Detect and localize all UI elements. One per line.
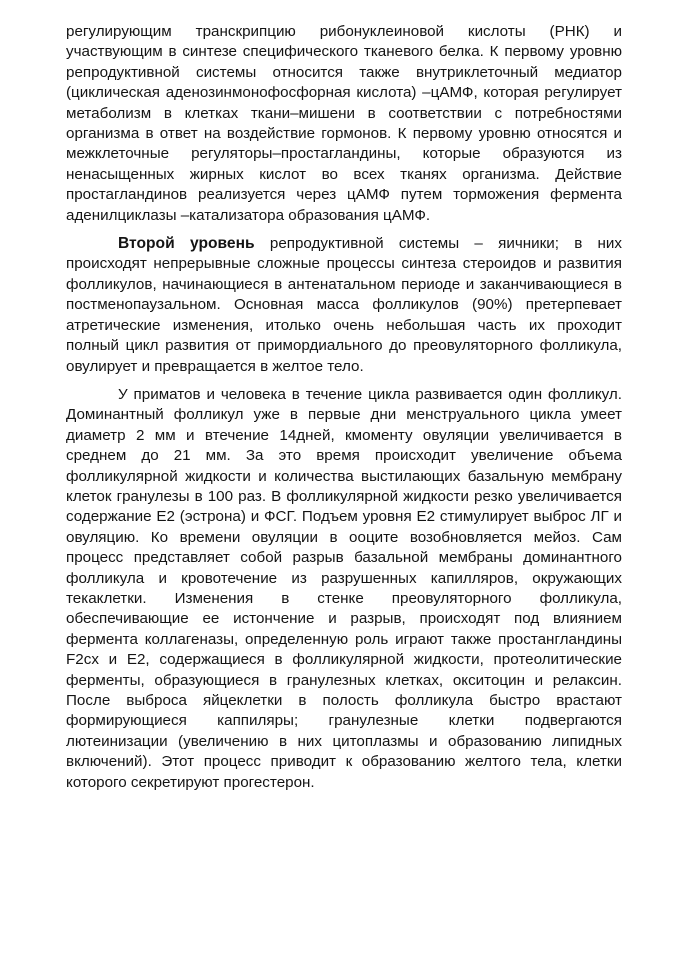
document-page bbox=[66, 22, 622, 793]
second-level-heading: Второй уровень bbox=[118, 235, 255, 253]
paragraph-intro-continuation: регулирующим транскрипцию рибонуклеиновой кислоты (РНК) и участвующим в синтезе специфического тканевого белка. К первому уровню репродуктивной системы относится также внутриклеточный медиатор (циклическая аденозинмонофосфорная кислота) –цАМФ, которая регулирует метаболизм в клетках ткани–мишени в соответствии с потребностями организма в ответ на воздействие гормонов. К первому уровню относятся и межклеточные регуляторы–простагландины, которые образуются из ненасыщенных жирных кислот во всех тканях организма. Действие простагландинов реализуется через цАМФ путем торможения фермента аденилциклазы –катализатора образования цАМФ. bbox=[66, 23, 622, 224]
paragraph-follicle-development: У приматов и человека в течение цикла развивается один фолликул. Доминантный фолликул уже в первые дни менструального цикла умеет диаметр 2 мм и втечение 14дней, кмоменту овуляции увеличивается в среднем до 21 мм. За это время происходит увеличение объема фолликулярной жидкости и количества выстилающих базальную мембрану клеток гранулезы в 100 раз. В фолликулярной жидкости резко увеличивается содержание Е2 (эстрона) и ФСГ. Подъем уровня Е2 стимулирует выброс ЛГ и овуляцию. Ко времени овуляции в ооците возобновляется мейоз. Сам процесс представляет собой разрыв базальной мембраны доминантного фолликула и кровотечение из разрушенных капилляров, окружающих текаклетки. Изменения в стенке преовуляторного фолликула, обеспечивающие ее истончение и разрыв, происходят под влиянием фермента коллагеназы, определенную роль играют также простангландины F2cx и Е2, содержащиеся в фолликулярной жидкости, протеолитические ферменты, образующиеся в гранулезных клетках, окситоцин и релаксин. После выброса яйцеклетки в полость фолликула быстро врастают формирующиеся каппиляры; гранулезные клетки подвергаются лютеинизации (увеличению в них цитоплазмы и образованию липидных включений). Этот процесс приводит к образованию желтого тела, клетки которого секретируют прогестерон. bbox=[66, 385, 622, 791]
second-level-body: репродуктивной системы – яичники; в них происходят непрерывные сложные процессы синтеза стероидов и развития фолликулов, начинающиеся в антенатальном периоде и заканчивающиеся в постменопаузальном. Основная масса фолликулов (90%) претерпевает атретические изменения, итолько очень небольшая часть их проходит полный цикл развития от примордиального до преовуляторного фолликула, овулирует и превращается в желтое тело. bbox=[66, 235, 623, 375]
paragraph-second-level bbox=[66, 234, 622, 377]
